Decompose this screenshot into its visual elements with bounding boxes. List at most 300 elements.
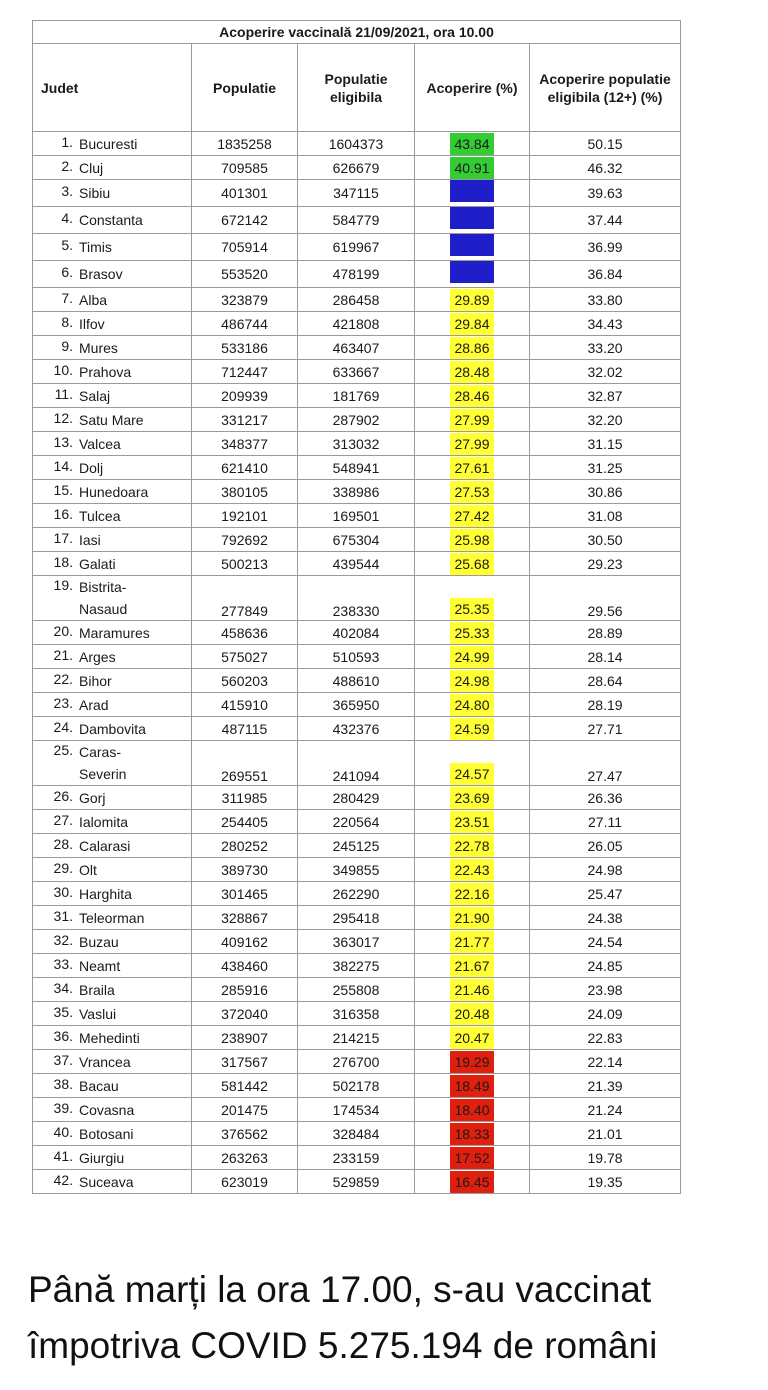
eligible-population-cell: 529859 — [298, 1170, 415, 1194]
table-row — [33, 576, 681, 621]
table-row — [33, 1002, 681, 1026]
county-name: Gorj — [79, 789, 106, 806]
county-name: Giurgiu — [79, 1149, 125, 1166]
eligible-coverage-cell: 36.99 — [530, 234, 681, 261]
row-index: 32. — [53, 931, 73, 948]
eligible-population-cell: 584779 — [298, 207, 415, 234]
eligible-population-cell: 313032 — [298, 432, 415, 456]
eligible-coverage-cell: 24.09 — [530, 1002, 681, 1026]
coverage-value: 27.53 — [450, 481, 494, 503]
coverage-cell — [415, 1074, 530, 1098]
county-cell — [33, 336, 192, 360]
eligible-coverage-cell: 37.44 — [530, 207, 681, 234]
population-cell: 254405 — [192, 810, 298, 834]
coverage-value: 28.48 — [450, 361, 494, 383]
county-cell — [33, 1026, 192, 1050]
eligible-coverage-cell: 28.64 — [530, 669, 681, 693]
coverage-value: 22.78 — [450, 835, 494, 857]
coverage-cell — [415, 882, 530, 906]
coverage-cell — [415, 456, 530, 480]
table-row — [33, 930, 681, 954]
county-cell — [33, 1146, 192, 1170]
county-name: Ilfov — [79, 315, 105, 332]
eligible-population-cell: 432376 — [298, 717, 415, 741]
coverage-value — [450, 207, 494, 229]
county-cell — [33, 858, 192, 882]
county-name: Mures — [79, 339, 118, 356]
row-index: 25. — [53, 742, 73, 758]
table-row — [33, 384, 681, 408]
coverage-cell — [415, 978, 530, 1002]
population-cell: 709585 — [192, 156, 298, 180]
coverage-cell — [415, 132, 530, 156]
county-name: Buzau — [79, 933, 119, 950]
row-index: 3. — [61, 183, 73, 199]
coverage-value: 24.99 — [450, 646, 494, 668]
county-cell — [33, 810, 192, 834]
county-name: Dambovita — [79, 720, 146, 737]
county-cell — [33, 360, 192, 384]
eligible-coverage-cell: 26.36 — [530, 786, 681, 810]
eligible-coverage-cell: 25.47 — [530, 882, 681, 906]
county-cell — [33, 1050, 192, 1074]
county-name: Harghita — [79, 885, 132, 902]
eligible-coverage-cell: 26.05 — [530, 834, 681, 858]
coverage-cell — [415, 261, 530, 288]
coverage-cell — [415, 504, 530, 528]
row-index: 42. — [53, 1171, 73, 1188]
eligible-population-cell: 349855 — [298, 858, 415, 882]
eligible-population-cell: 245125 — [298, 834, 415, 858]
eligible-coverage-cell: 27.11 — [530, 810, 681, 834]
row-index: 36. — [53, 1027, 73, 1044]
population-cell: 553520 — [192, 261, 298, 288]
coverage-value: 20.48 — [450, 1003, 494, 1025]
table-row — [33, 834, 681, 858]
population-cell: 376562 — [192, 1122, 298, 1146]
county-cell — [33, 978, 192, 1002]
population-cell: 380105 — [192, 480, 298, 504]
eligible-population-cell: 174534 — [298, 1098, 415, 1122]
table-row — [33, 288, 681, 312]
eligible-coverage-cell: 24.85 — [530, 954, 681, 978]
row-index: 13. — [53, 433, 73, 450]
county-cell — [33, 669, 192, 693]
coverage-value: 22.16 — [450, 883, 494, 905]
county-cell — [33, 384, 192, 408]
population-cell: 269551 — [192, 741, 298, 786]
coverage-value: 20.47 — [450, 1027, 494, 1049]
population-cell: 317567 — [192, 1050, 298, 1074]
population-cell: 277849 — [192, 576, 298, 621]
county-cell — [33, 132, 192, 156]
row-index: 15. — [53, 481, 73, 498]
eligible-population-cell: 214215 — [298, 1026, 415, 1050]
coverage-value: 21.67 — [450, 955, 494, 977]
county-name: Botosani — [79, 1125, 134, 1142]
population-cell: 301465 — [192, 882, 298, 906]
county-name: Salaj — [79, 387, 111, 404]
eligible-coverage-cell: 34.43 — [530, 312, 681, 336]
coverage-value: 18.49 — [450, 1075, 494, 1097]
population-cell: 311985 — [192, 786, 298, 810]
coverage-value: 21.77 — [450, 931, 494, 953]
county-cell — [33, 408, 192, 432]
coverage-value: 40.91 — [450, 157, 494, 179]
coverage-cell — [415, 1170, 530, 1194]
coverage-value: 43.84 — [450, 133, 494, 155]
coverage-cell — [415, 384, 530, 408]
population-cell: 372040 — [192, 1002, 298, 1026]
county-name: Bihor — [79, 672, 112, 689]
county-cell — [33, 930, 192, 954]
table-row — [33, 1146, 681, 1170]
table-row — [33, 906, 681, 930]
eligible-population-cell: 382275 — [298, 954, 415, 978]
coverage-cell — [415, 786, 530, 810]
coverage-value: 28.86 — [450, 337, 494, 359]
eligible-coverage-cell: 32.20 — [530, 408, 681, 432]
eligible-coverage-cell: 27.71 — [530, 717, 681, 741]
population-cell: 238907 — [192, 1026, 298, 1050]
coverage-value: 21.90 — [450, 907, 494, 929]
county-cell — [33, 1122, 192, 1146]
eligible-coverage-cell: 19.78 — [530, 1146, 681, 1170]
eligible-coverage-cell: 22.14 — [530, 1050, 681, 1074]
coverage-cell — [415, 360, 530, 384]
county-cell — [33, 954, 192, 978]
eligible-coverage-cell: 31.25 — [530, 456, 681, 480]
coverage-cell — [415, 552, 530, 576]
population-cell: 487115 — [192, 717, 298, 741]
row-index: 26. — [53, 787, 73, 804]
eligible-coverage-cell: 30.86 — [530, 480, 681, 504]
county-cell — [33, 552, 192, 576]
row-index: 10. — [53, 361, 73, 378]
coverage-value: 27.99 — [450, 409, 494, 431]
county-name: Arges — [79, 648, 116, 665]
eligible-coverage-cell: 30.50 — [530, 528, 681, 552]
table-row — [33, 693, 681, 717]
population-cell: 533186 — [192, 336, 298, 360]
county-cell — [33, 621, 192, 645]
table-row — [33, 645, 681, 669]
county-name: Iasi — [79, 531, 101, 548]
table-row — [33, 312, 681, 336]
coverage-value — [450, 261, 494, 283]
coverage-cell — [415, 1026, 530, 1050]
coverage-value: 27.99 — [450, 433, 494, 455]
coverage-cell — [415, 408, 530, 432]
header-acoperire: Acoperire (%) — [415, 44, 530, 132]
county-cell — [33, 786, 192, 810]
row-index: 16. — [53, 505, 73, 522]
table-row — [33, 882, 681, 906]
coverage-cell — [415, 858, 530, 882]
row-index: 34. — [53, 979, 73, 996]
table-row — [33, 180, 681, 207]
row-index: 31. — [53, 907, 73, 924]
population-cell: 192101 — [192, 504, 298, 528]
row-index: 20. — [53, 622, 73, 639]
row-index: 2. — [61, 157, 73, 174]
eligible-coverage-cell: 21.24 — [530, 1098, 681, 1122]
row-index: 35. — [53, 1003, 73, 1020]
eligible-population-cell: 402084 — [298, 621, 415, 645]
coverage-value: 18.40 — [450, 1099, 494, 1121]
eligible-population-cell: 280429 — [298, 786, 415, 810]
county-cell — [33, 288, 192, 312]
row-index: 9. — [61, 337, 73, 354]
coverage-value: 24.80 — [450, 694, 494, 716]
footer-line-2: împotriva COVID 5.275.194 de români — [28, 1325, 658, 1366]
table-row — [33, 1170, 681, 1194]
eligible-population-cell: 169501 — [298, 504, 415, 528]
coverage-cell — [415, 576, 530, 621]
county-name: Dolj — [79, 459, 104, 476]
coverage-cell — [415, 1146, 530, 1170]
row-index: 14. — [53, 457, 73, 474]
population-cell: 409162 — [192, 930, 298, 954]
eligible-coverage-cell: 31.08 — [530, 504, 681, 528]
eligible-coverage-cell: 22.83 — [530, 1026, 681, 1050]
coverage-value: 24.57 — [450, 763, 494, 785]
coverage-value: 27.42 — [450, 505, 494, 527]
county-name: Teleorman — [79, 909, 145, 926]
eligible-population-cell: 675304 — [298, 528, 415, 552]
population-cell: 323879 — [192, 288, 298, 312]
coverage-cell — [415, 312, 530, 336]
eligible-coverage-cell: 27.47 — [530, 741, 681, 786]
county-name: Arad — [79, 696, 109, 713]
county-name: Calarasi — [79, 837, 131, 854]
table-row — [33, 741, 681, 786]
eligible-coverage-cell: 24.54 — [530, 930, 681, 954]
county-cell — [33, 1074, 192, 1098]
county-name: Valcea — [79, 435, 121, 452]
population-cell: 623019 — [192, 1170, 298, 1194]
table-row — [33, 858, 681, 882]
county-name: Caras- — [79, 744, 122, 760]
row-index: 29. — [53, 859, 73, 876]
county-name: Satu Mare — [79, 411, 144, 428]
coverage-value: 21.46 — [450, 979, 494, 1001]
county-name: Vaslui — [79, 1005, 117, 1022]
population-cell: 280252 — [192, 834, 298, 858]
row-index: 6. — [61, 264, 73, 280]
table-row — [33, 1074, 681, 1098]
table-row — [33, 552, 681, 576]
coverage-cell — [415, 1002, 530, 1026]
coverage-cell — [415, 693, 530, 717]
county-name: Braila — [79, 981, 115, 998]
population-cell: 263263 — [192, 1146, 298, 1170]
row-index: 17. — [53, 529, 73, 546]
eligible-population-cell: 619967 — [298, 234, 415, 261]
eligible-population-cell: 363017 — [298, 930, 415, 954]
coverage-cell — [415, 288, 530, 312]
coverage-cell — [415, 180, 530, 207]
coverage-value: 25.68 — [450, 553, 494, 575]
population-cell: 712447 — [192, 360, 298, 384]
eligible-coverage-cell: 19.35 — [530, 1170, 681, 1194]
table-row — [33, 1050, 681, 1074]
table-row — [33, 717, 681, 741]
county-cell — [33, 234, 192, 261]
eligible-coverage-cell: 21.01 — [530, 1122, 681, 1146]
row-index: 37. — [53, 1051, 73, 1068]
eligible-coverage-cell: 28.89 — [530, 621, 681, 645]
table-row — [33, 504, 681, 528]
county-cell — [33, 882, 192, 906]
coverage-cell — [415, 1122, 530, 1146]
county-cell — [33, 156, 192, 180]
county-cell — [33, 645, 192, 669]
row-index: 22. — [53, 670, 73, 687]
coverage-value: 27.61 — [450, 457, 494, 479]
eligible-population-cell: 220564 — [298, 810, 415, 834]
eligible-population-cell: 488610 — [298, 669, 415, 693]
eligible-coverage-cell: 31.15 — [530, 432, 681, 456]
row-index: 12. — [53, 409, 73, 426]
population-cell: 328867 — [192, 906, 298, 930]
table-row — [33, 978, 681, 1002]
header-populatie-eligibila: Populatie eligibila — [298, 44, 415, 132]
table-row — [33, 336, 681, 360]
county-cell — [33, 717, 192, 741]
eligible-coverage-cell: 36.84 — [530, 261, 681, 288]
table-row — [33, 156, 681, 180]
eligible-coverage-cell: 29.56 — [530, 576, 681, 621]
eligible-coverage-cell: 28.14 — [530, 645, 681, 669]
population-cell: 581442 — [192, 1074, 298, 1098]
table-row — [33, 132, 681, 156]
coverage-value: 28.46 — [450, 385, 494, 407]
eligible-population-cell: 238330 — [298, 576, 415, 621]
eligible-population-cell: 328484 — [298, 1122, 415, 1146]
coverage-cell — [415, 1098, 530, 1122]
coverage-cell — [415, 954, 530, 978]
eligible-population-cell: 286458 — [298, 288, 415, 312]
footer-caption — [28, 1262, 748, 1374]
county-cell — [33, 693, 192, 717]
county-cell — [33, 1002, 192, 1026]
eligible-population-cell: 365950 — [298, 693, 415, 717]
county-name: Bucuresti — [79, 135, 138, 152]
coverage-value: 25.98 — [450, 529, 494, 551]
population-cell: 792692 — [192, 528, 298, 552]
population-cell: 209939 — [192, 384, 298, 408]
eligible-population-cell: 295418 — [298, 906, 415, 930]
county-name: Timis — [79, 239, 112, 255]
row-index: 5. — [61, 237, 73, 253]
eligible-population-cell: 241094 — [298, 741, 415, 786]
row-index: 21. — [53, 646, 73, 663]
county-name: Bistrita- — [79, 579, 127, 595]
row-index: 11. — [54, 385, 73, 402]
coverage-cell — [415, 930, 530, 954]
eligible-coverage-cell: 32.87 — [530, 384, 681, 408]
coverage-cell — [415, 741, 530, 786]
table-body — [33, 132, 681, 1194]
county-name: Ialomita — [79, 813, 129, 830]
row-index: 1. — [61, 133, 73, 150]
county-cell — [33, 504, 192, 528]
county-name-continued: Severin — [79, 766, 127, 782]
county-name: Sibiu — [79, 185, 111, 201]
coverage-value: 18.33 — [450, 1123, 494, 1145]
eligible-population-cell: 287902 — [298, 408, 415, 432]
table-row — [33, 810, 681, 834]
table-row — [33, 786, 681, 810]
coverage-value: 16.45 — [450, 1171, 494, 1193]
county-name: Hunedoara — [79, 483, 149, 500]
row-index: 4. — [61, 210, 73, 226]
table-row — [33, 954, 681, 978]
coverage-value: 29.84 — [450, 313, 494, 335]
row-index: 28. — [53, 835, 73, 852]
table-row — [33, 261, 681, 288]
table-row — [33, 528, 681, 552]
eligible-population-cell: 478199 — [298, 261, 415, 288]
row-index: 18. — [53, 553, 73, 570]
county-name: Alba — [79, 291, 108, 308]
row-index: 40. — [53, 1123, 73, 1140]
coverage-cell — [415, 432, 530, 456]
population-cell: 415910 — [192, 693, 298, 717]
population-cell: 575027 — [192, 645, 298, 669]
coverage-cell — [415, 156, 530, 180]
coverage-cell — [415, 1050, 530, 1074]
eligible-coverage-cell: 33.20 — [530, 336, 681, 360]
coverage-value: 25.33 — [450, 622, 494, 644]
coverage-cell — [415, 234, 530, 261]
coverage-value: 23.51 — [450, 811, 494, 833]
table-row — [33, 669, 681, 693]
eligible-population-cell: 548941 — [298, 456, 415, 480]
population-cell: 389730 — [192, 858, 298, 882]
eligible-population-cell: 1604373 — [298, 132, 415, 156]
county-name: Constanta — [79, 212, 143, 228]
vaccination-table — [32, 20, 681, 1194]
eligible-coverage-cell: 21.39 — [530, 1074, 681, 1098]
table-row — [33, 432, 681, 456]
county-name: Brasov — [79, 266, 123, 282]
eligible-coverage-cell: 28.19 — [530, 693, 681, 717]
county-cell — [33, 834, 192, 858]
county-name: Covasna — [79, 1101, 135, 1118]
header-acoperire-eligibila: Acoperire populatie eligibila (12+) (%) — [530, 44, 681, 132]
coverage-cell — [415, 717, 530, 741]
eligible-coverage-cell: 24.98 — [530, 858, 681, 882]
population-cell: 1835258 — [192, 132, 298, 156]
county-cell — [33, 261, 192, 288]
coverage-value: 24.59 — [450, 718, 494, 740]
county-name: Tulcea — [79, 507, 121, 524]
row-index: 23. — [53, 694, 73, 711]
table-row — [33, 480, 681, 504]
population-cell: 331217 — [192, 408, 298, 432]
row-index: 38. — [53, 1075, 73, 1092]
coverage-value: 29.89 — [450, 289, 494, 311]
coverage-value: 22.43 — [450, 859, 494, 881]
coverage-cell — [415, 645, 530, 669]
eligible-coverage-cell: 32.02 — [530, 360, 681, 384]
table-title: Acoperire vaccinală 21/09/2021, ora 10.00 — [33, 21, 681, 44]
coverage-cell — [415, 207, 530, 234]
coverage-cell — [415, 336, 530, 360]
coverage-cell — [415, 480, 530, 504]
